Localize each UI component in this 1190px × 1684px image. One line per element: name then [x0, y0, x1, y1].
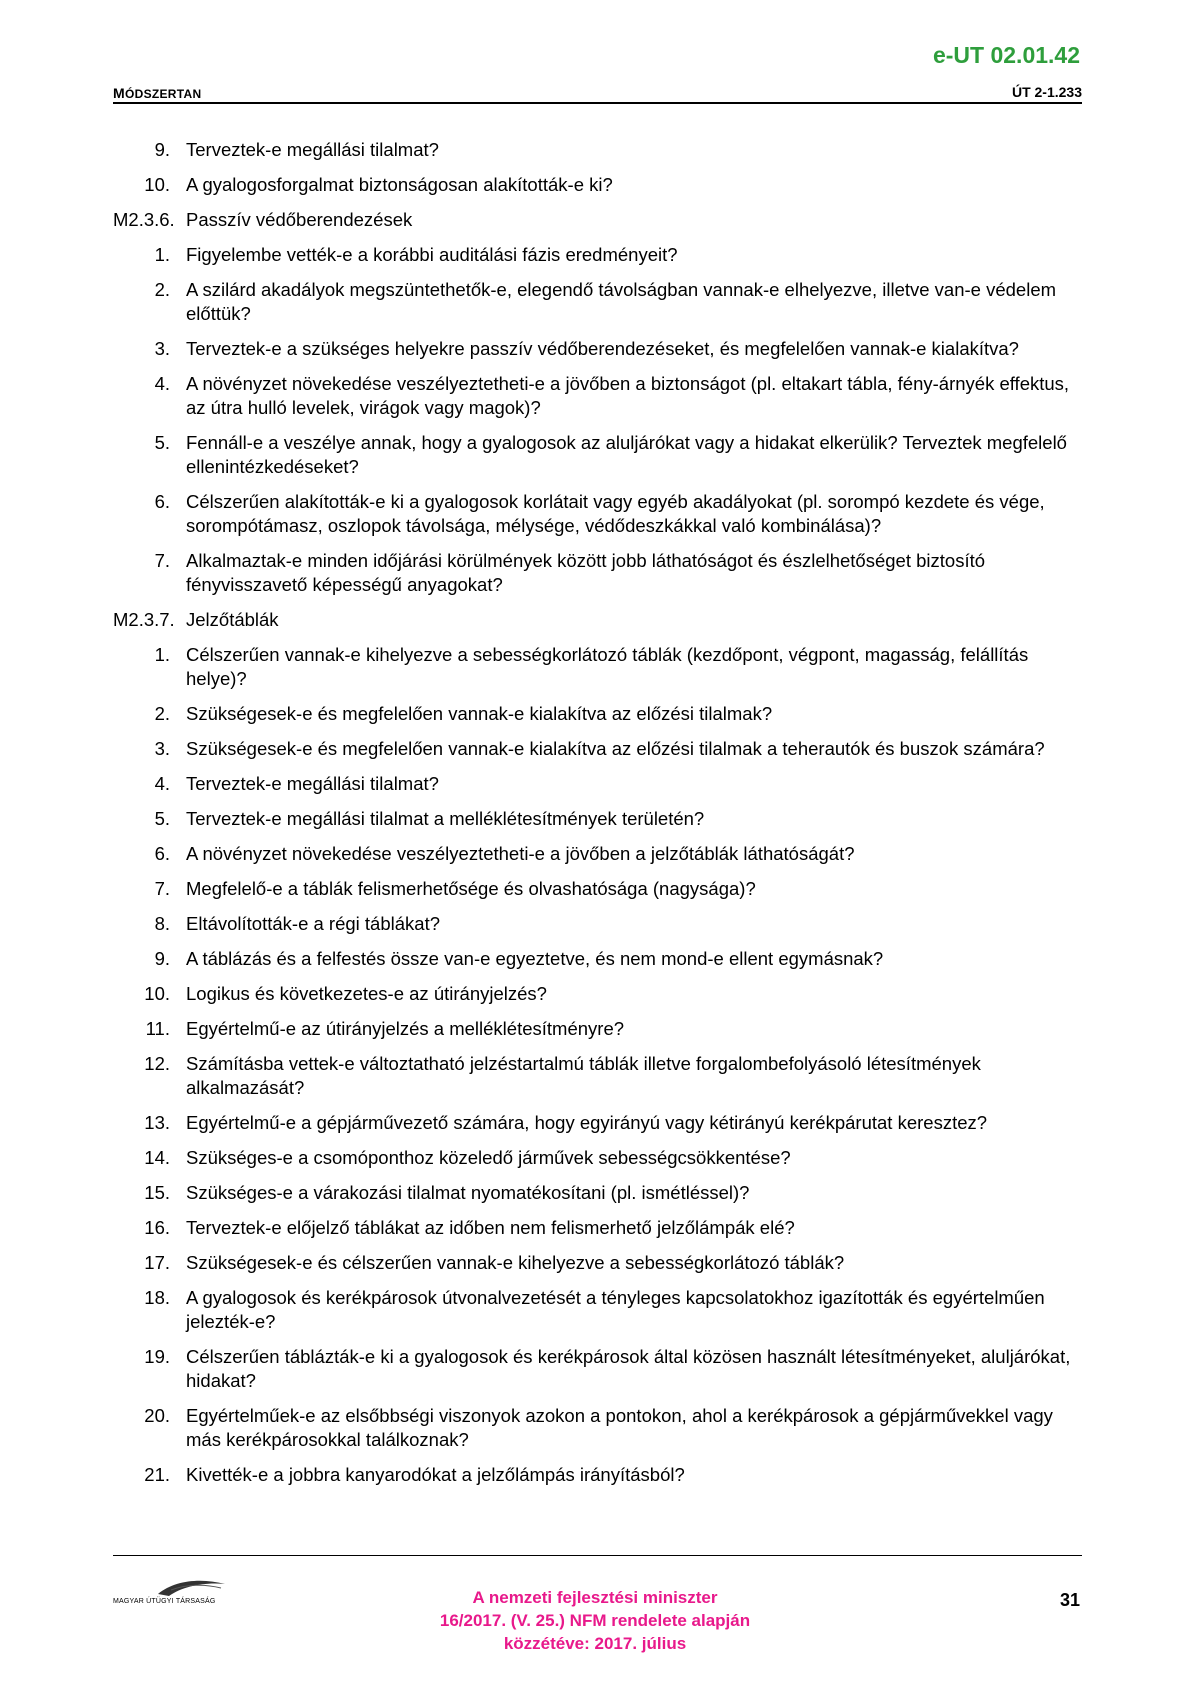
list-item — [113, 549, 1082, 597]
checklist-continued — [113, 138, 1082, 197]
list-item — [113, 643, 1082, 691]
item-number: 11. — [145, 1018, 170, 1039]
item-number: 13. — [144, 1112, 170, 1133]
document-reference: ÚT 2-1.233 — [1011, 84, 1082, 100]
list-item — [113, 1111, 1082, 1135]
item-number: 2. — [154, 703, 170, 724]
item-text: Szükségesek-e és célszerűen vannak-e kihelyezve a sebességkorlátozó táblák? — [186, 1252, 845, 1273]
list-item — [113, 737, 1082, 761]
item-text: A gyalogosok és kerékpárosok útvonalvezetését a tényleges kapcsolatokhoz igazították és egyértelműen jelezték-e? — [186, 1287, 1045, 1332]
section-header-initial: M — [113, 85, 125, 101]
section-header — [113, 85, 201, 101]
item-text: Terveztek-e előjelző táblákat az időben nem felismerhető jelzőlámpák elé? — [186, 1217, 795, 1238]
item-number: 10. — [144, 174, 170, 195]
list-item — [113, 1463, 1082, 1487]
item-number: 20. — [144, 1405, 170, 1426]
item-number: 9. — [154, 139, 170, 160]
item-number: 19. — [144, 1346, 170, 1367]
item-text: Számításba vettek-e változtatható jelzéstartalmú táblák illetve forgalombefolyásoló létesítmények alkalmazását? — [186, 1053, 981, 1098]
section-header-rest: ÓDSZERTAN — [124, 87, 202, 101]
list-item — [113, 431, 1082, 479]
item-number: 9. — [154, 948, 170, 969]
document-code: e-UT 02.01.42 — [932, 42, 1080, 68]
item-number: 21. — [144, 1464, 170, 1485]
item-text: Terveztek-e a szükséges helyekre passzív védőberendezéseket, és megfelelően vannak-e kialakítva? — [186, 338, 1019, 359]
list-item — [113, 1052, 1082, 1100]
item-text: A növényzet növekedése veszélyeztetheti-e a jövőben a biztonságot (pl. eltakart tábla, fény-árnyék effektus, az útra hulló levelek, virágok vagy magok)? — [186, 373, 1070, 418]
section-heading-signs — [113, 608, 1082, 632]
page-content — [113, 138, 1082, 1498]
item-number: 15. — [144, 1182, 170, 1203]
item-number: 3. — [154, 738, 170, 759]
item-text: Terveztek-e megállási tilalmat a melléklétesítmények területén? — [186, 808, 705, 829]
item-text: Szükségesek-e és megfelelően vannak-e kialakítva az előzési tilalmak? — [186, 703, 773, 724]
item-text: A táblázás és a felfestés össze van-e egyeztetve, és nem mond-e ellent egymásnak? — [186, 948, 884, 969]
item-number: 5. — [154, 808, 170, 829]
item-text: A szilárd akadályok megszüntethetők-e, elegendő távolságban vannak-e elhelyezve, illetve van-e védelem előttük? — [186, 279, 1057, 324]
item-number: 10. — [144, 983, 170, 1004]
list-item — [113, 372, 1082, 420]
list-item — [113, 243, 1082, 267]
item-text: Terveztek-e megállási tilalmat? — [186, 139, 439, 160]
item-number: 1. — [154, 644, 170, 665]
item-number: 1. — [154, 244, 170, 265]
item-text: Célszerűen alakították-e ki a gyalogosok korlátait vagy egyéb akadályokat (pl. sorompó kezdete és vége, sorompótámasz, oszlopok távolsága, mélysége, védődeszkákkal való kombinálása)? — [186, 491, 1045, 536]
item-text: A gyalogosforgalmat biztonságosan alakították-e ki? — [186, 174, 613, 195]
minister-line-2: 16/2017. (V. 25.) NFM rendelete alapján — [439, 1611, 751, 1630]
item-text: Egyértelműek-e az elsőbbségi viszonyok azokon a pontokon, ahol a kerékpárosok a gépjárművekkel vagy más kerékpárosokkal találkoznak? — [186, 1405, 1053, 1450]
item-text: Szükségesek-e és megfelelően vannak-e kialakítva az előzési tilalmak a teherautók és buszok számára? — [186, 738, 1045, 759]
list-item — [113, 1146, 1082, 1170]
list-item — [113, 490, 1082, 538]
item-number: 7. — [154, 550, 170, 571]
item-text: Logikus és következetes-e az útirányjelzés? — [186, 983, 547, 1004]
item-number: 17. — [144, 1252, 170, 1273]
minister-line-1: A nemzeti fejlesztési miniszter — [472, 1588, 718, 1607]
list-item — [113, 1286, 1082, 1334]
list-item — [113, 1017, 1082, 1041]
item-number: 3. — [154, 338, 170, 359]
list-item — [113, 173, 1082, 197]
item-number: 18. — [144, 1287, 170, 1308]
item-text: Megfelelő-e a táblák felismerhetősége és olvashatósága (nagysága)? — [186, 878, 756, 899]
item-text: Célszerűen vannak-e kihelyezve a sebességkorlátozó táblák (kezdőpont, végpont, magasság, felállítás helye)? — [186, 644, 1029, 689]
list-item — [113, 337, 1082, 361]
item-number: 5. — [154, 432, 170, 453]
section-title: Passzív védőberendezések — [186, 209, 413, 230]
item-number: 2. — [154, 279, 170, 300]
item-number: 4. — [154, 773, 170, 794]
item-number: 12. — [144, 1053, 170, 1074]
list-item — [113, 877, 1082, 901]
list-item — [113, 138, 1082, 162]
item-text: Figyelembe vették-e a korábbi auditálási fázis eredményeit? — [186, 244, 678, 265]
item-text: Kivették-e a jobbra kanyarodókat a jelzőlámpás irányításból? — [186, 1464, 685, 1485]
item-text: Alkalmaztak-e minden időjárási körülmények között jobb láthatóságot és észlelhetőséget biztosító fényvisszavető képességű anyagokat? — [186, 550, 986, 595]
item-text: Szükséges-e a várakozási tilalmat nyomatékosítani (pl. ismétléssel)? — [186, 1182, 750, 1203]
section-code: M2.3.7. — [113, 609, 175, 630]
page-number: 31 — [1059, 1590, 1080, 1610]
item-number: 14. — [144, 1147, 170, 1168]
list-item — [113, 1216, 1082, 1240]
section-title: Jelzőtáblák — [186, 609, 279, 630]
section-code: M2.3.6. — [113, 209, 175, 230]
checklist-signs — [113, 643, 1082, 1487]
list-item — [113, 807, 1082, 831]
item-text: Eltávolították-e a régi táblákat? — [186, 913, 441, 934]
item-text: Fennáll-e a veszélye annak, hogy a gyalogosok az aluljárókat vagy a hidakat elkerülik? Terveztek megfelelő ellenintézkedéseket? — [186, 432, 1067, 477]
list-item — [113, 912, 1082, 936]
item-number: 8. — [154, 913, 170, 934]
logo-text: MAGYAR ÚTÜGYI TÁRSASÁG — [113, 1598, 216, 1605]
list-item — [113, 278, 1082, 326]
item-number: 4. — [154, 373, 170, 394]
list-item — [113, 1404, 1082, 1452]
section-heading-passive — [113, 208, 1082, 232]
item-text: A növényzet növekedése veszélyeztetheti-e a jövőben a jelzőtáblák láthatóságát? — [186, 843, 855, 864]
list-item — [113, 1345, 1082, 1393]
item-number: 6. — [154, 491, 170, 512]
item-number: 7. — [154, 878, 170, 899]
footer-rule — [113, 1555, 1082, 1556]
header-rule — [113, 102, 1082, 104]
item-text: Egyértelmű-e a gépjárművezető számára, hogy egyirányú vagy kétirányú kerékpárutat keresztez? — [186, 1112, 988, 1133]
list-item — [113, 1181, 1082, 1205]
list-item — [113, 1251, 1082, 1275]
list-item — [113, 982, 1082, 1006]
minister-line-3: közzétéve: 2017. július — [503, 1634, 687, 1653]
item-number: 6. — [154, 843, 170, 864]
item-text: Egyértelmű-e az útirányjelzés a melléklétesítményre? — [186, 1018, 625, 1039]
item-number: 16. — [144, 1217, 170, 1238]
list-item — [113, 772, 1082, 796]
item-text: Terveztek-e megállási tilalmat? — [186, 773, 439, 794]
list-item — [113, 702, 1082, 726]
list-item — [113, 842, 1082, 866]
list-item — [113, 947, 1082, 971]
item-text: Célszerűen táblázták-e ki a gyalogosok és kerékpárosok által közösen használt létesítményeket, aluljárókat, hidakat? — [186, 1346, 1071, 1391]
ministerial-note — [0, 1586, 1190, 1655]
checklist-passive-devices — [113, 243, 1082, 597]
item-text: Szükséges-e a csomóponthoz közeledő járművek sebességcsökkentése? — [186, 1147, 791, 1168]
